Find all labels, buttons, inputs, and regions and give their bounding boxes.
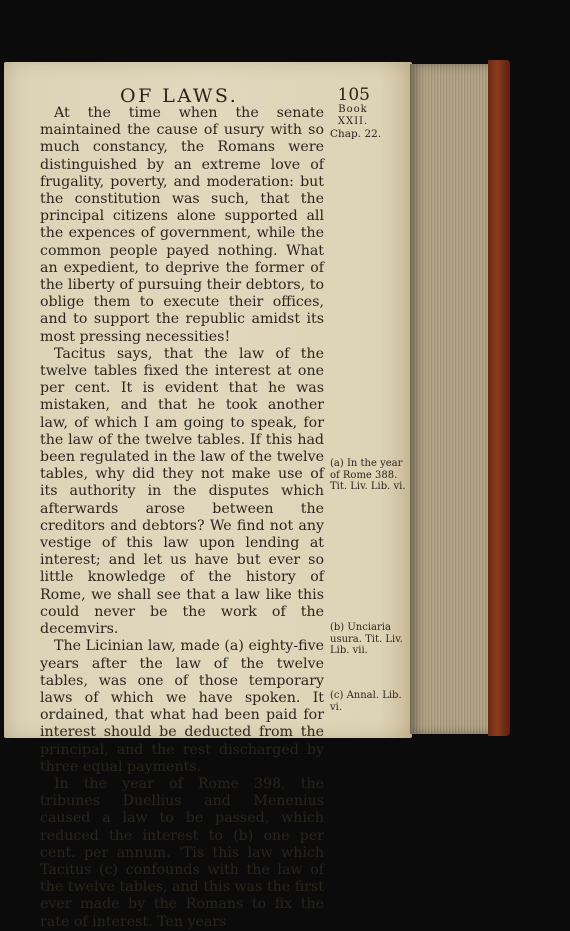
paragraph: At the time when the senate maintained the cause of usury with so much constancy, the Romans were distinguished by an extreme love of frugality, poverty, and moderation: but the constitution was such, that the principal citizens alone supported all the expences of government, while the common people payed nothing. What an expedient, to deprive the former of the liberty of pursuing their debtors, to oblige them to execute their offices, and to support the republic amidst its most pressing necessities! xyxy=(40,105,324,345)
paragraph: The Licinian law, made (a) eighty-five years after the law of the twelve tables, was one of those temporary laws of which we have spoken. It ordained, that what had been paid for interest should be deducted from the principal, and the rest discharged by three equal payments. xyxy=(40,638,324,775)
margin-chapter: Chap. 22. xyxy=(330,128,382,140)
page-number: 105 xyxy=(337,85,370,105)
footnote-c: (c) Annal. Lib. vi. xyxy=(330,690,402,713)
margin-book: Book XXII. xyxy=(337,104,369,127)
book-cover xyxy=(488,60,510,736)
page-edges xyxy=(410,64,490,734)
body-text xyxy=(40,105,324,931)
page-header xyxy=(40,85,370,107)
footnote-b: (b) Unciaria usura. Tit. Liv. Lib. vii. xyxy=(330,622,403,656)
footnote-a: (a) In the year of Rome 388. Tit. Liv. Lib. vi. xyxy=(330,458,406,492)
running-title: OF LAWS. xyxy=(120,85,239,107)
paragraph: In the year of Rome 398, the tribunes Duellius and Menenius caused a law to be passed, which reduced the interest to (b) one per cent. per annum. 'Tis this law which Tacitus (c) confounds with the law of the twelve tables, and this was the first ever made by the Romans to fix the rate of interest. Ten years xyxy=(40,775,324,930)
paragraph: Tacitus says, that the law of the twelve tables fixed the interest at one per cent. It is evident that he was mistaken, and that he took another law, of which I am going to speak, for the law of the twelve tables. If this had been regulated in the law of the twelve tables, why did they not make use of its authority in the disputes which afterwards arose between the creditors and debtors? We find not any vestige of this law upon lending at interest; and let us have but ever so little knowledge of the history of Rome, we shall see that a law like this could never be the work of the decemvirs. xyxy=(40,345,324,638)
